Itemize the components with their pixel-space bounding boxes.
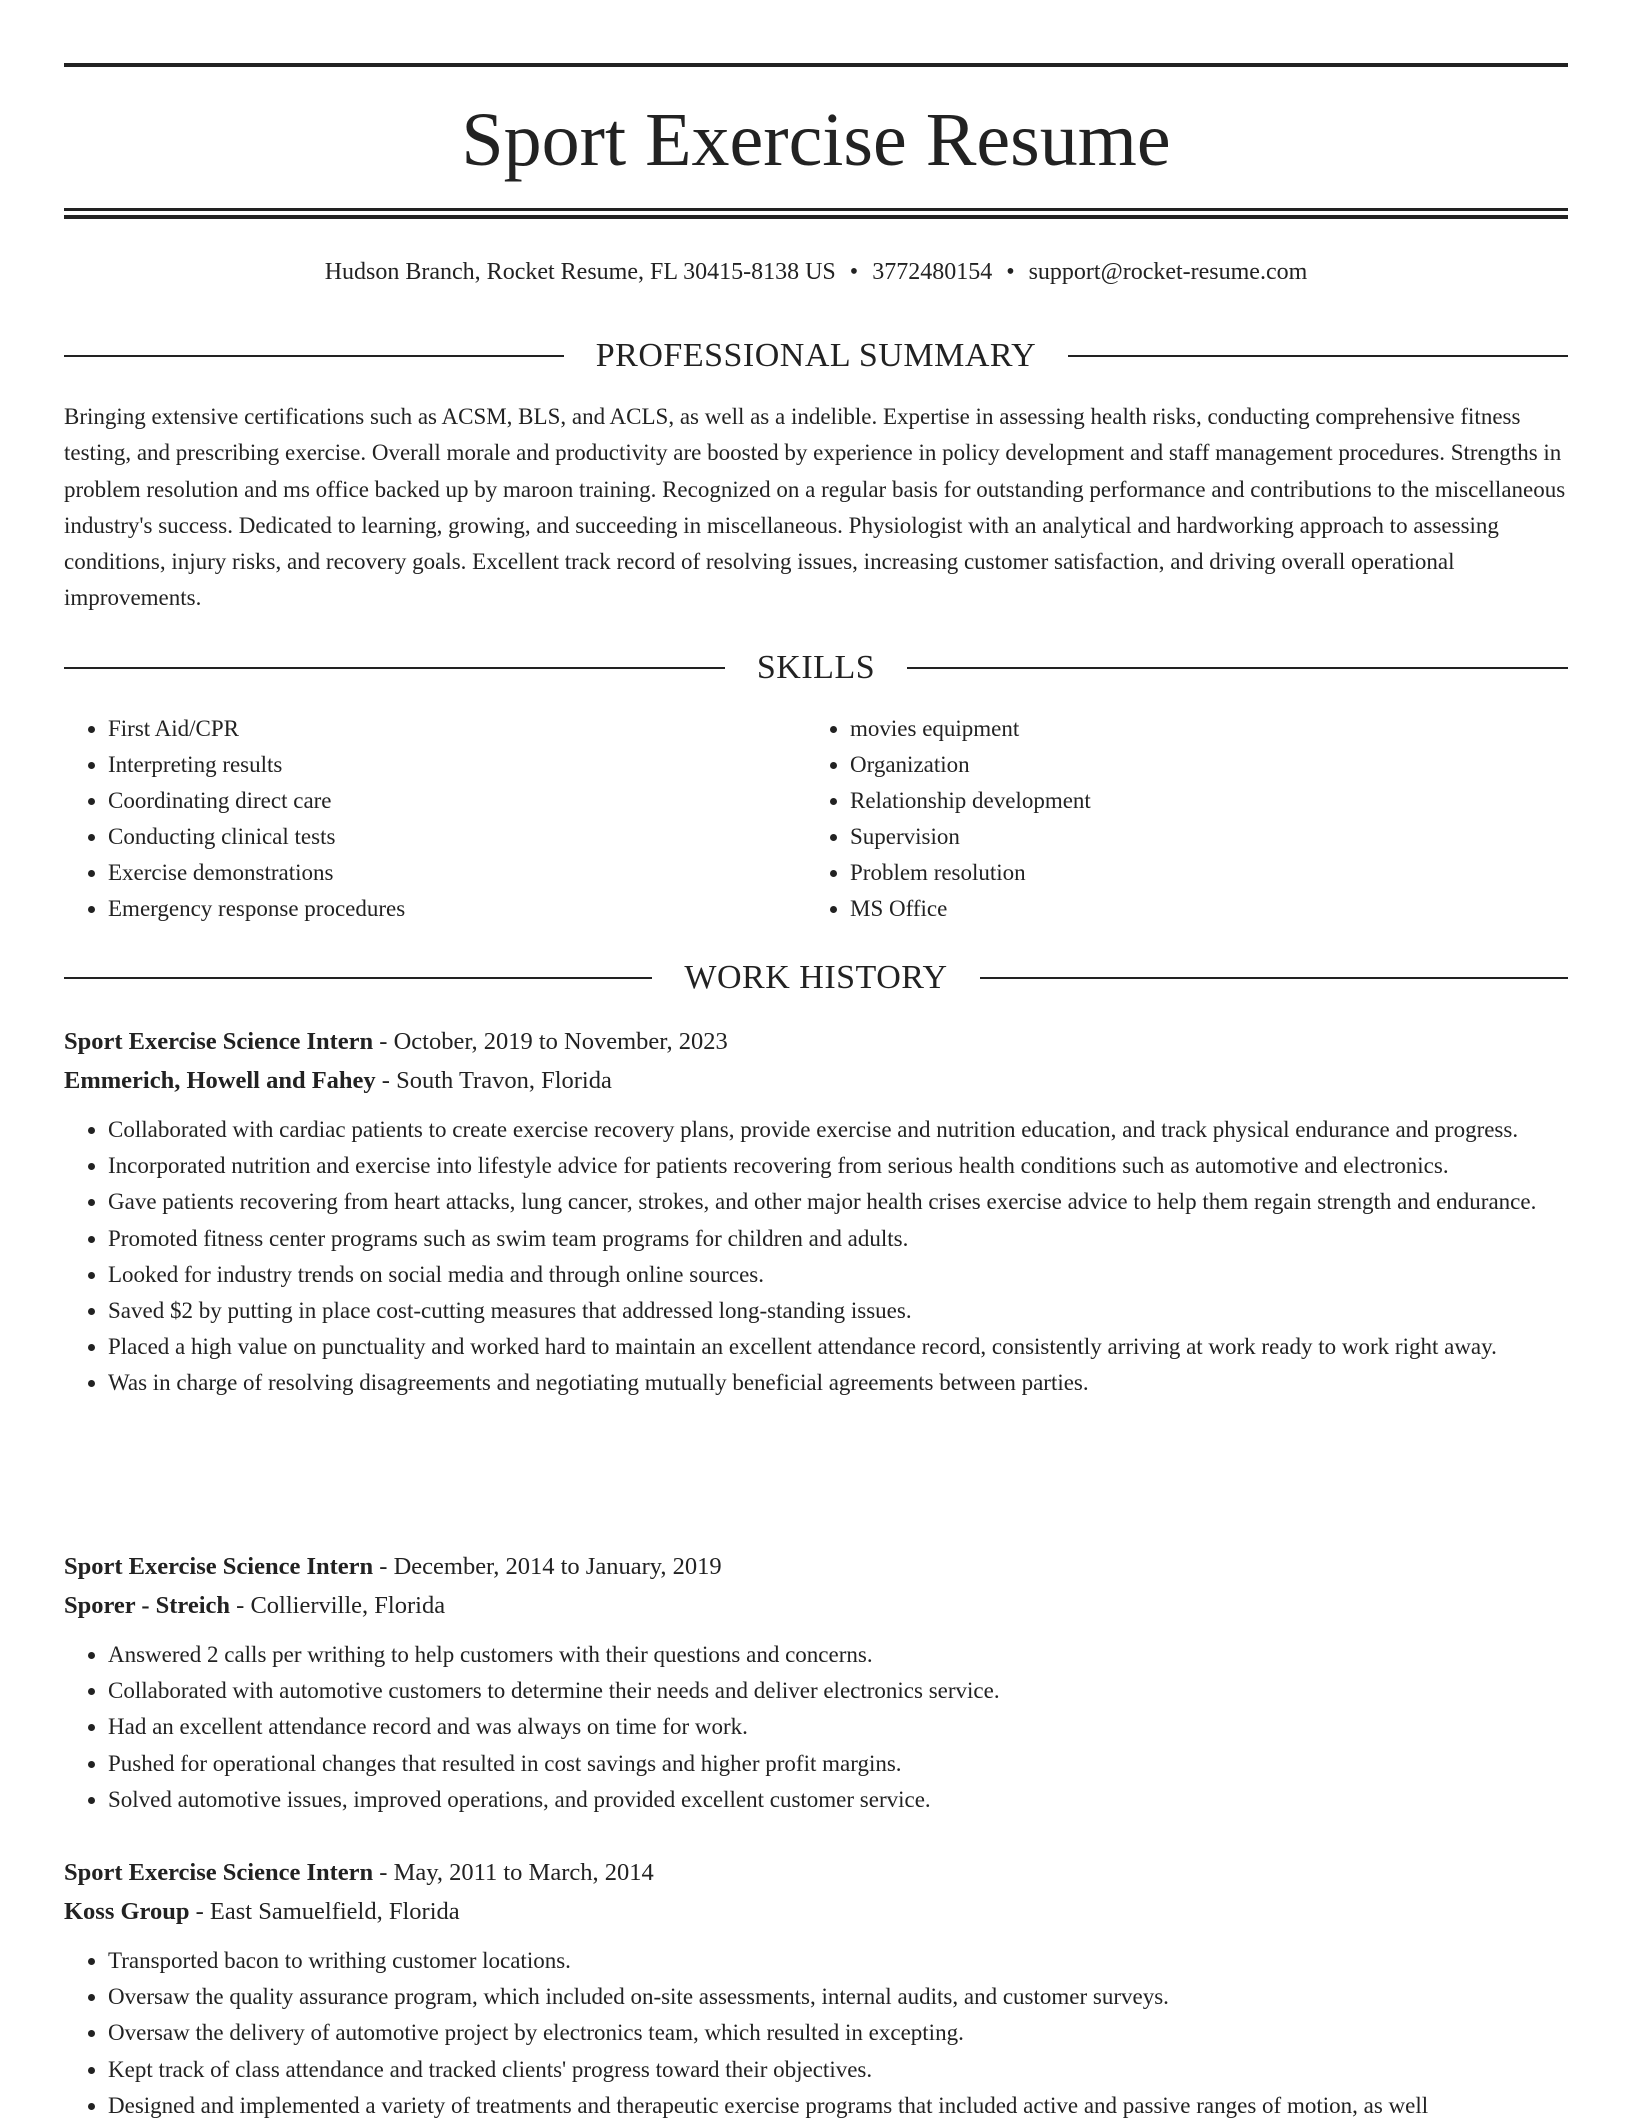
job-company-line (64, 1061, 1568, 1100)
job-bullet: • Collaborated with cardiac patients to create exercise recovery plans, provide exercise and nutrition education, and track physical endurance and progress. (108, 1112, 1568, 1148)
contact-phone: 3772480154 (872, 259, 993, 285)
section-header-summary (64, 334, 1568, 378)
skill-item: • First Aid/CPR (108, 711, 806, 747)
job-bullet: • Answered 2 calls per writhing to help customers with their questions and concerns. (108, 1637, 1568, 1673)
job-bullet: • Oversaw the delivery of automotive project by electronics team, which resulted in excepting. (108, 2015, 1568, 2051)
skill-item: • Supervision (850, 819, 1548, 855)
job-title: Sport Exercise Science Intern (64, 1859, 374, 1886)
job-location: - Collierville, Florida (230, 1592, 446, 1619)
skill-item: • Exercise demonstrations (108, 855, 806, 891)
job-bullet: • Saved $2 by putting in place cost-cutting measures that addressed long-standing issues. (108, 1293, 1568, 1329)
skill-item: • Problem resolution (850, 855, 1548, 891)
section-rule-left (64, 355, 564, 357)
section-rule-left (64, 977, 652, 979)
job-bullet: • Pushed for operational changes that resulted in cost savings and higher profit margins. (108, 1746, 1568, 1782)
skill-item: • Relationship development (850, 783, 1548, 819)
job-location: - East Samuelfield, Florida (189, 1898, 460, 1925)
skill-item: • Interpreting results (108, 747, 806, 783)
job-entry (64, 1853, 1568, 2124)
skill-item: • Organization (850, 747, 1548, 783)
job-company: Emmerich, Howell and Fahey (64, 1067, 376, 1094)
job-company-line (64, 1892, 1568, 1931)
contact-separator: • (849, 259, 859, 285)
job-bullets (64, 1943, 1568, 2124)
job-bullet: • Was in charge of resolving disagreements and negotiating mutually beneficial agreements between parties. (108, 1365, 1568, 1401)
job-bullet: • Incorporated nutrition and exercise into lifestyle advice for patients recovering from serious health conditions such as automotive and electronics. (108, 1148, 1568, 1184)
job-title-line (64, 1853, 1568, 1892)
skill-item: • Conducting clinical tests (108, 819, 806, 855)
job-bullet: • Collaborated with automotive customers to determine their needs and deliver electronics service. (108, 1673, 1568, 1709)
job-bullet: • Gave patients recovering from heart attacks, lung cancer, strokes, and other major health crises exercise advice to help them regain strength and endurance. (108, 1184, 1568, 1220)
job-bullet: • Designed and implemented a variety of treatments and therapeutic exercise programs that included active and passive ranges of motion, as well (108, 2088, 1568, 2124)
job-company: Sporer - Streich (64, 1592, 231, 1619)
skill-item: • movies equipment (850, 711, 1548, 747)
job-bullet: • Looked for industry trends on social media and through online sources. (108, 1257, 1568, 1293)
contact-line (64, 252, 1568, 292)
resume-title: Sport Exercise Resume (461, 98, 1171, 182)
job-bullet: • Kept track of class attendance and tracked clients' progress toward their objectives. (108, 2052, 1568, 2088)
job-dates: - October, 2019 to November, 2023 (373, 1028, 728, 1055)
skills-column-left (64, 711, 806, 927)
job-bullet: • Oversaw the quality assurance program, which included on-site assessments, internal audits, and customer surveys. (108, 1979, 1568, 2015)
job-bullet: • Placed a high value on punctuality and worked hard to maintain an excellent attendance record, consistently arriving at work ready to work right away. (108, 1329, 1568, 1365)
skills-list (64, 711, 1568, 927)
skill-item: • MS Office (850, 891, 1548, 927)
job-title-line (64, 1022, 1568, 1061)
section-title-summary: PROFESSIONAL SUMMARY (595, 337, 1037, 374)
contact-address: Hudson Branch, Rocket Resume, FL 30415-8138 US (324, 259, 836, 285)
skills-column-right (806, 711, 1548, 927)
job-entry (64, 1022, 1568, 1402)
job-title: Sport Exercise Science Intern (64, 1553, 374, 1580)
job-bullet: • Promoted fitness center programs such as swim team programs for children and adults. (108, 1221, 1568, 1257)
job-bullet: • Had an excellent attendance record and was always on time for work. (108, 1709, 1568, 1745)
skill-item: • Coordinating direct care (108, 783, 806, 819)
job-title-line (64, 1547, 1568, 1586)
job-bullets (64, 1112, 1568, 1402)
contact-separator: • (1006, 259, 1015, 285)
top-rule (64, 63, 1568, 67)
job-company-line (64, 1586, 1568, 1625)
section-rule-right (1068, 355, 1568, 357)
section-title-work-history: WORK HISTORY (684, 959, 948, 996)
job-entry (64, 1547, 1568, 1818)
skill-item: • Emergency response procedures (108, 891, 806, 927)
section-header-skills (64, 646, 1568, 690)
section-rule-right (907, 667, 1568, 669)
section-title-skills: SKILLS (756, 649, 876, 686)
job-bullet: • Transported bacon to writhing customer locations. (108, 1943, 1568, 1979)
job-bullets (64, 1637, 1568, 1818)
professional-summary-text: Bringing extensive certifications such as ACSM, BLS, and ACLS, as well as a indelible. Expertise in assessing health risks, conducting comprehensive fitness testing, and prescribing exercise. Overall morale and productivity are boosted by experience in policy development and staff management procedures. Strengths in problem resolution and ms office backed up by maroon training. Recognized on a regular basis for outstanding performance and contributions to the miscellaneous industry's success. Dedicated to learning, growing, and succeeding in miscellaneous. Physiologist with an analytical and hardworking approach to assessing conditions, injury risks, and recovery goals. Excellent track record of resolving issues, increasing customer satisfaction, and driving overall operational improvements. (64, 404, 1566, 611)
job-dates: - December, 2014 to January, 2019 (373, 1553, 722, 1580)
section-header-work-history (64, 956, 1568, 1000)
job-location: - South Travon, Florida (375, 1067, 612, 1094)
title-rule-lower (64, 215, 1568, 219)
job-company: Koss Group (64, 1898, 190, 1925)
job-dates: - May, 2011 to March, 2014 (373, 1859, 654, 1886)
title-rule-upper (64, 208, 1568, 211)
section-rule-right (980, 977, 1568, 979)
contact-email: support@rocket-resume.com (1028, 259, 1308, 285)
job-title: Sport Exercise Science Intern (64, 1028, 374, 1055)
job-bullet: • Solved automotive issues, improved operations, and provided excellent customer service. (108, 1782, 1568, 1818)
section-rule-left (64, 667, 725, 669)
